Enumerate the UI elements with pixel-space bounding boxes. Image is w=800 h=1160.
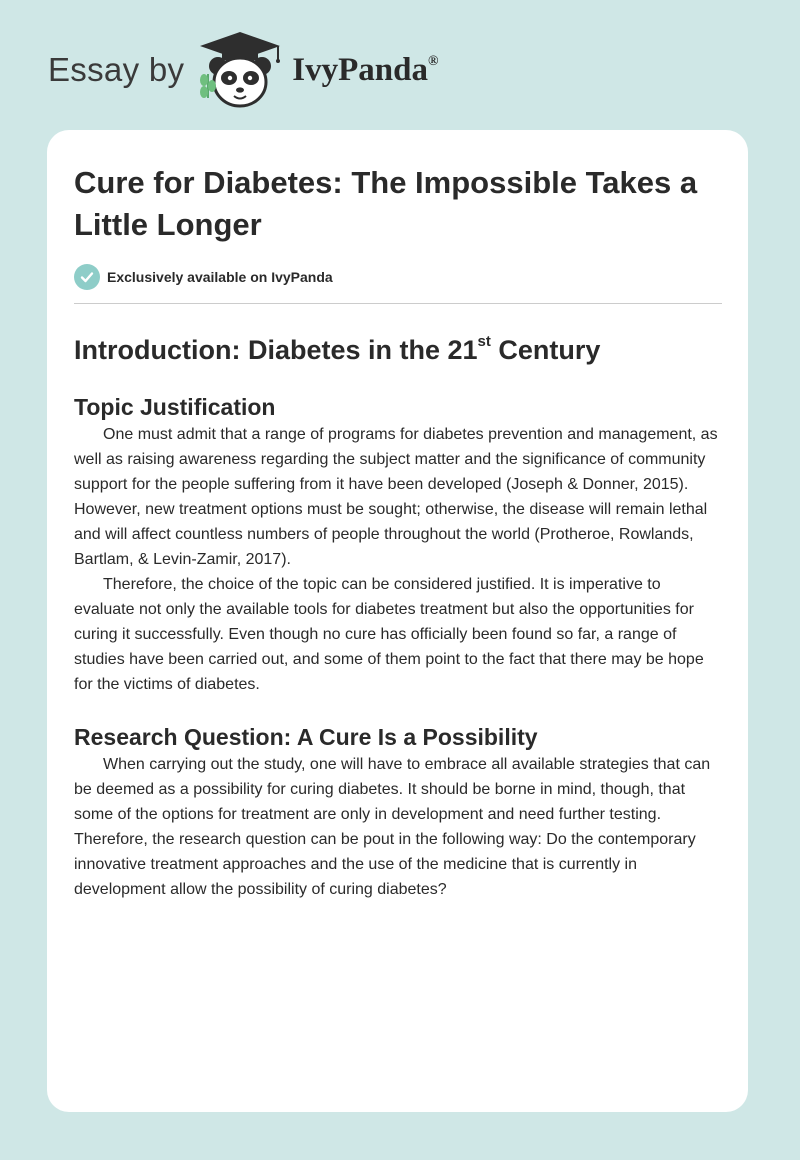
panda-graduate-logo-icon[interactable] — [194, 30, 286, 110]
brand-name[interactable]: IvyPanda® — [292, 51, 439, 88]
paragraph: Therefore, the choice of the topic can be considered justified. It is imperative to evaluate not only the available tools for diabetes treatment but also the opportunities for curing it successfully. Even though no cure has officially been found so far, a range of studies have been carried out, and some of them point to the fact that there may be hope for the victims of diabetes. — [74, 576, 704, 693]
exclusive-text: Exclusively available on IvyPanda — [107, 269, 333, 285]
essay-title: Cure for Diabetes: The Impossible Takes a Little Longer — [74, 165, 698, 242]
subsection-heading-topic-justification: Topic Justification — [74, 394, 276, 420]
site-header — [48, 30, 438, 110]
essay-by-label: Essay by — [48, 51, 185, 88]
section-heading: Introduction: Diabetes in the 21st Century — [74, 333, 601, 365]
divider — [74, 303, 722, 304]
exclusive-notice — [74, 263, 722, 291]
subsection-heading-research-question: Research Question: A Cure Is a Possibility — [74, 724, 538, 750]
check-circle-icon — [74, 264, 100, 290]
paragraph: When carrying out the study, one will have to embrace all available strategies that can be deemed as a possibility for curing diabetes. It should be borne in mind, though, that some of the options for treatment are only in development and need further testing. Therefore, the research question can be pout in the following way: Do the contemporary innovative treatment approaches and the use of the medicine that is currently in development allow the possibility of curing diabetes? — [74, 756, 711, 898]
paragraph: One must admit that a range of programs for diabetes prevention and management, as well as raising awareness regarding the subject matter and the significance of community support for the people suffering from it have been developed (Joseph & Donner, 2015). However, new treatment options must be sought; otherwise, the disease will remain lethal and will affect countless numbers of people throughout the world (Protheroe, Rowlands, Bartlam, & Levin-Zamir, 2017). — [74, 426, 718, 568]
essay-card — [47, 130, 748, 1112]
